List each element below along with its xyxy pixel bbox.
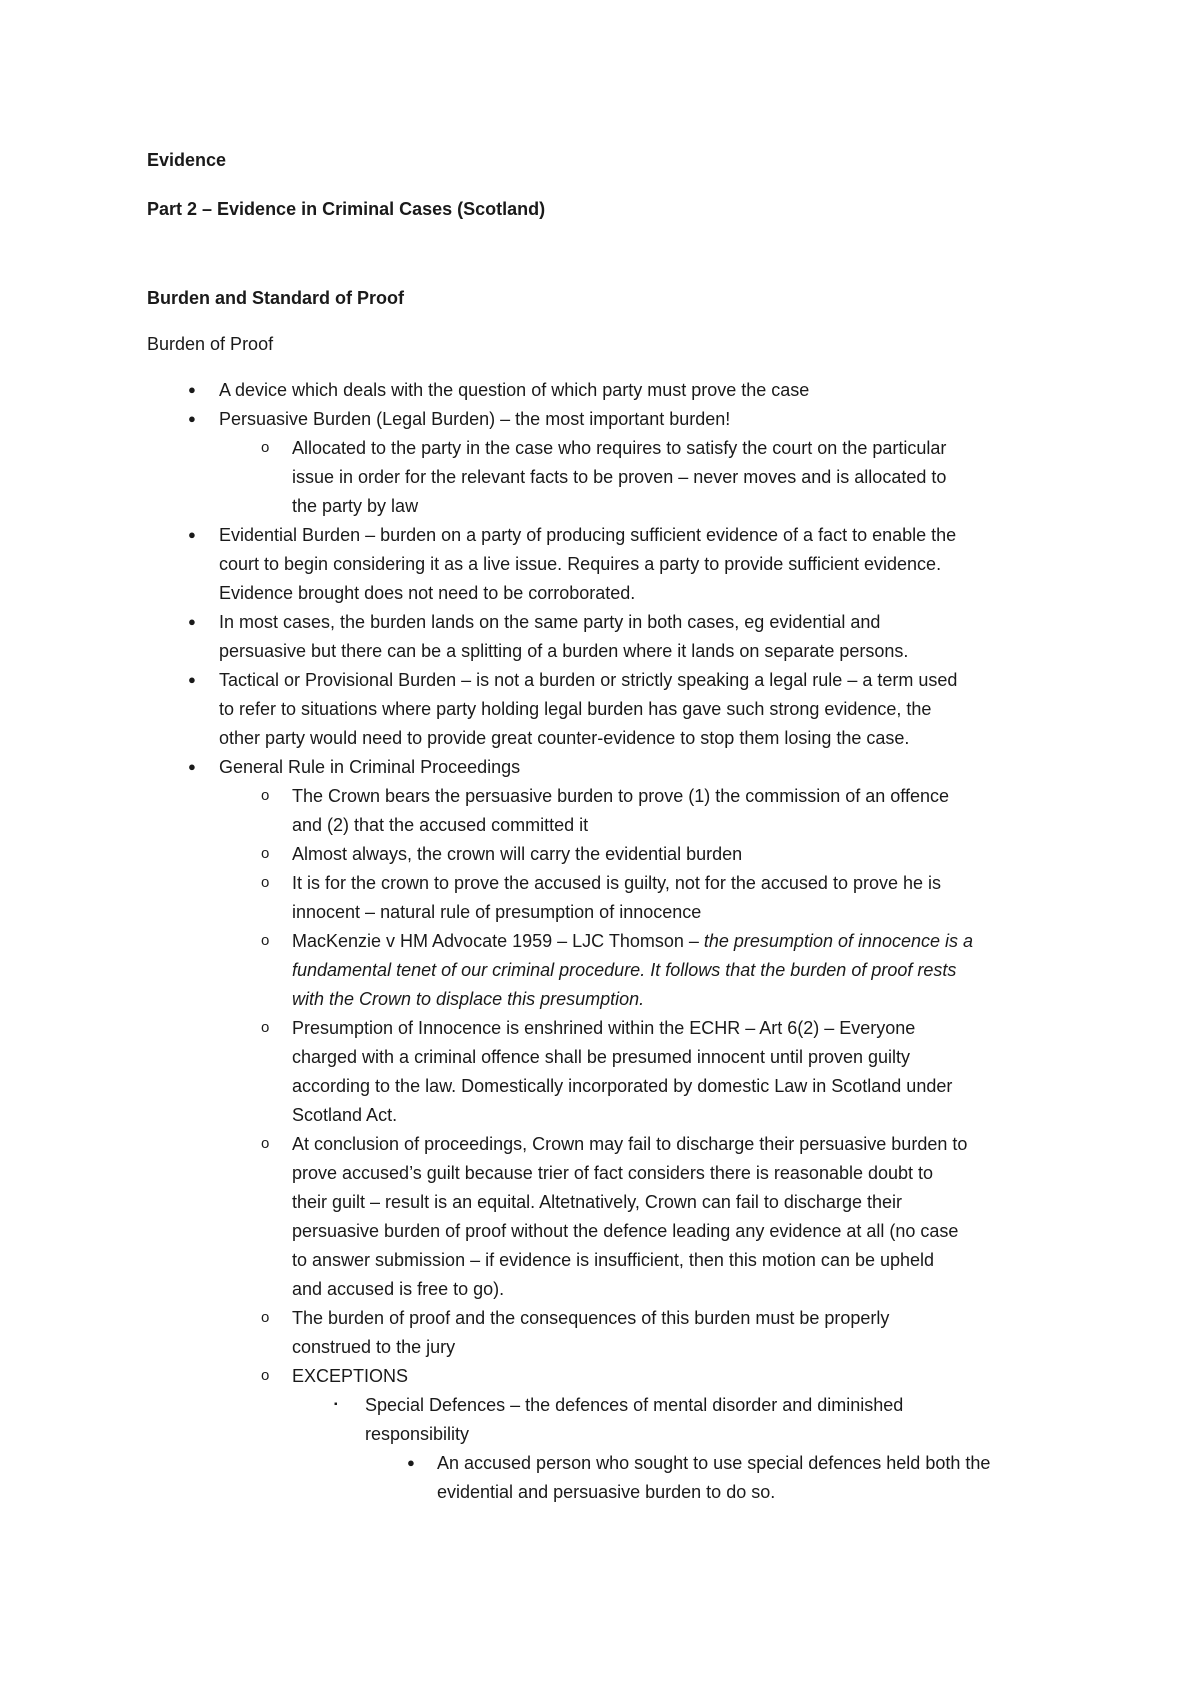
list-item-line: other party would need to provide great counter-evidence to stop them losing the case.	[219, 728, 910, 748]
list-item: Evidential Burden – burden on a party of producing sufficient evidence of a fact to enable the	[219, 525, 957, 545]
bullet-dot-icon: ●	[188, 411, 196, 426]
bullet-dot-icon: ●	[188, 672, 196, 687]
list-item-line: to refer to situations where party holding legal burden has gave such strong evidence, the	[219, 699, 932, 719]
document-subtitle: Part 2 – Evidence in Criminal Cases (Scotland)	[147, 199, 546, 219]
document-title: Evidence	[147, 150, 227, 170]
bullet-dot-icon: ●	[407, 1455, 415, 1470]
list-item: Persuasive Burden (Legal Burden) – the most important burden!	[219, 409, 731, 429]
bullet-circle-icon: o	[261, 1135, 270, 1152]
bullet-circle-icon: o	[261, 1367, 270, 1384]
bullet-circle-icon: o	[261, 932, 270, 949]
case-citation: MacKenzie v HM Advocate 1959 – LJC Thomson –	[292, 931, 704, 951]
list-item-line: prove accused’s guilt because trier of fact considers there is reasonable doubt to	[292, 1163, 934, 1183]
list-item-line: according to the law. Domestically incorporated by domestic Law in Scotland under	[292, 1076, 953, 1096]
bullet-circle-icon: o	[261, 1019, 270, 1036]
bullet-square-icon: ▪	[334, 1399, 338, 1410]
list-item-line: their guilt – result is an equital. Altetnatively, Crown can fail to discharge their	[292, 1192, 902, 1212]
bullet-circle-icon: o	[261, 787, 270, 804]
list-item-line: persuasive burden of proof without the defence leading any evidence at all (no case	[292, 1221, 959, 1241]
list-item-line: responsibility	[365, 1424, 470, 1444]
bullet-circle-icon: o	[261, 874, 270, 891]
bullet-circle-icon: o	[261, 1309, 270, 1326]
list-item-line: innocent – natural rule of presumption of innocence	[292, 902, 702, 922]
list-item	[292, 931, 973, 951]
list-item: General Rule in Criminal Proceedings	[219, 757, 521, 777]
list-item: Almost always, the crown will carry the evidential burden	[292, 844, 743, 864]
list-item-line: issue in order for the relevant facts to be proven – never moves and is allocated to	[292, 467, 947, 487]
list-item: EXCEPTIONS	[292, 1366, 409, 1386]
list-item-line: persuasive but there can be a splitting of a burden where it lands on separate persons.	[219, 641, 909, 661]
list-item-line: and accused is free to go).	[292, 1279, 505, 1299]
section-subheading: Burden of Proof	[147, 334, 274, 354]
bullet-dot-icon: ●	[188, 382, 196, 397]
list-item: At conclusion of proceedings, Crown may fail to discharge their persuasive burden to	[292, 1134, 968, 1154]
list-item-line: evidential and persuasive burden to do so.	[437, 1482, 776, 1502]
case-quote: the presumption of innocence is a	[703, 931, 974, 951]
list-item-line: the party by law	[292, 496, 419, 516]
list-item-line: Evidence brought does not need to be corroborated.	[219, 583, 636, 603]
list-item: A device which deals with the question of which party must prove the case	[219, 380, 810, 400]
list-item: The burden of proof and the consequences of this burden must be properly	[292, 1308, 890, 1328]
list-item: It is for the crown to prove the accused is guilty, not for the accused to prove he is	[292, 873, 942, 893]
case-quote-line: with the Crown to displace this presumption.	[292, 989, 645, 1009]
list-item-line: Scotland Act.	[292, 1105, 398, 1125]
list-item: In most cases, the burden lands on the same party in both cases, eg evidential and	[219, 612, 881, 632]
list-item-line: and (2) that the accused committed it	[292, 815, 589, 835]
list-item-line: charged with a criminal offence shall be presumed innocent until proven guilty	[292, 1047, 911, 1067]
bullet-dot-icon: ●	[188, 759, 196, 774]
list-item: The Crown bears the persuasive burden to prove (1) the commission of an offence	[292, 786, 950, 806]
list-item-line: construed to the jury	[292, 1337, 456, 1357]
bullet-circle-icon: o	[261, 845, 270, 862]
list-item: Allocated to the party in the case who requires to satisfy the court on the particular	[292, 438, 947, 458]
list-item: Presumption of Innocence is enshrined within the ECHR – Art 6(2) – Everyone	[292, 1018, 916, 1038]
bullet-dot-icon: ●	[188, 614, 196, 629]
bullet-dot-icon: ●	[188, 527, 196, 542]
list-item: Tactical or Provisional Burden – is not a burden or strictly speaking a legal rule – a term used	[219, 670, 958, 690]
list-item-line: to answer submission – if evidence is insufficient, then this motion can be upheld	[292, 1250, 935, 1270]
case-quote-line: fundamental tenet of our criminal procedure. It follows that the burden of proof rests	[292, 960, 957, 980]
list-item: Special Defences – the defences of mental disorder and diminished	[365, 1395, 904, 1415]
section-heading: Burden and Standard of Proof	[147, 288, 405, 308]
list-item-line: court to begin considering it as a live issue. Requires a party to provide sufficient evidence.	[219, 554, 942, 574]
list-item: An accused person who sought to use special defences held both the	[437, 1453, 991, 1473]
bullet-circle-icon: o	[261, 439, 270, 456]
